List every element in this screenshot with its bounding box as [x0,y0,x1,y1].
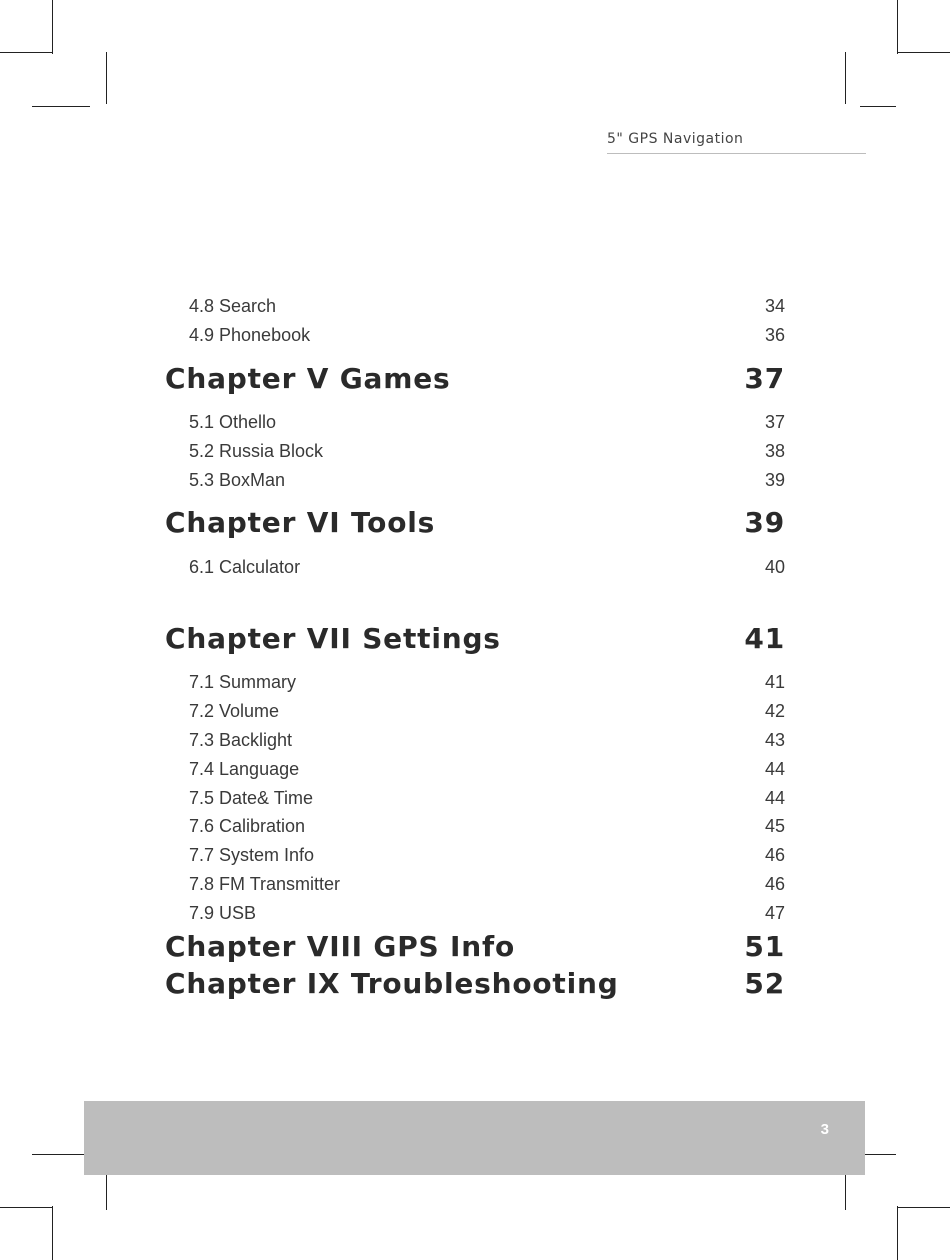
toc-chapter-ix[interactable] [165,965,785,1003]
toc-entry-4-9[interactable] [165,323,785,347]
toc-entry-title: 7.7 System Info [189,845,315,865]
toc-chapter-title: Chapter IX Troubleshooting [165,967,619,1000]
toc-entry-7-8[interactable] [165,872,785,896]
toc-entry-7-2[interactable] [165,699,785,723]
toc-entry-5-1[interactable] [165,410,785,434]
toc-entry-title: 7.8 FM Transmitter [189,874,341,894]
toc-entry-7-3[interactable] [165,728,785,752]
toc-entry-5-3[interactable] [165,468,785,492]
toc-entry-title: 7.6 Calibration [189,816,306,836]
toc-chapter-page: 52 [744,967,785,1000]
footer-band [84,1101,865,1175]
toc-entry-title: 7.5 Date& Time [189,788,314,808]
toc-entry-page: 44 [764,759,785,779]
toc-entry-7-1[interactable] [165,670,785,694]
toc-entry-title: 7.1 Summary [189,672,297,692]
toc-entry-5-2[interactable] [165,439,785,463]
crop-mark [52,1206,53,1260]
toc-entry-title: 5.3 BoxMan [189,470,286,490]
toc-entry-page: 37 [764,412,785,432]
toc-entry-page: 45 [764,816,785,836]
toc-entry-title: 5.2 Russia Block [189,441,324,461]
toc-entry-page: 42 [764,701,785,721]
crop-mark [845,52,846,104]
toc-entry-7-7[interactable] [165,843,785,867]
toc-entry-page: 34 [764,296,785,316]
toc-entry-4-8[interactable] [165,294,785,318]
toc-entry-page: 46 [764,845,785,865]
toc-entry-title: 7.4 Language [189,759,300,779]
toc-entry-7-6[interactable] [165,814,785,838]
toc-entry-title: 7.3 Backlight [189,730,293,750]
toc-chapter-viii[interactable] [165,928,785,966]
page-number: 3 [820,1121,829,1138]
toc-chapter-title: Chapter V Games [165,362,451,395]
crop-mark [0,1207,52,1208]
toc-entry-7-9[interactable] [165,901,785,925]
crop-mark [897,52,950,53]
toc-chapter-page: 39 [744,506,785,539]
crop-mark [860,1154,896,1155]
toc-entry-page: 36 [764,325,785,345]
crop-mark [32,106,90,107]
toc-entry-page: 41 [764,672,785,692]
toc-chapter-page: 51 [744,930,785,963]
toc-entry-page: 44 [764,788,785,808]
toc-entry-title: 4.8 Search [189,296,277,316]
toc-chapter-title: Chapter VI Tools [165,506,436,539]
crop-mark [106,52,107,104]
toc-entry-6-1[interactable] [165,555,785,579]
crop-mark [860,106,896,107]
toc-chapter-vii[interactable] [165,620,785,658]
toc-entry-page: 46 [764,874,785,894]
toc-chapter-title: Chapter VII Settings [165,622,501,655]
toc-entry-page: 47 [764,903,785,923]
toc-chapter-title: Chapter VIII GPS Info [165,930,516,963]
crop-mark [897,1207,950,1208]
toc-entry-title: 7.2 Volume [189,701,280,721]
toc-entry-7-5[interactable] [165,786,785,810]
toc-entry-title: 4.9 Phonebook [189,325,311,345]
toc-chapter-page: 37 [744,362,785,395]
toc-entry-page: 39 [764,470,785,490]
toc-chapter-vi[interactable] [165,504,785,542]
toc-entry-title: 5.1 Othello [189,412,277,432]
toc-entry-7-4[interactable] [165,757,785,781]
crop-mark [897,1206,898,1260]
toc-entry-title: 6.1 Calculator [189,557,301,577]
crop-mark [52,0,53,54]
crop-mark [897,0,898,54]
crop-mark [32,1154,90,1155]
crop-mark [0,52,52,53]
toc-entry-title: 7.9 USB [189,903,257,923]
toc-chapter-v[interactable] [165,360,785,398]
running-header: 5" GPS Navigation [607,131,866,154]
toc-entry-page: 40 [764,557,785,577]
toc-chapter-page: 41 [744,622,785,655]
toc-entry-page: 38 [764,441,785,461]
toc-entry-page: 43 [764,730,785,750]
